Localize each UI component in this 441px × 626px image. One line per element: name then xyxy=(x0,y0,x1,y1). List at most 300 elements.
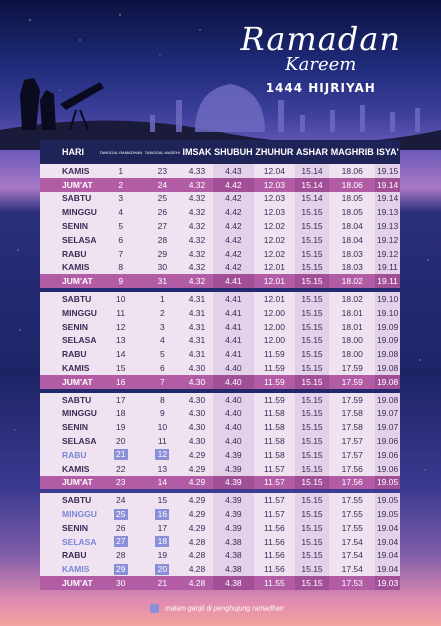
table-row xyxy=(40,507,400,521)
cell-r: 3 xyxy=(98,192,143,206)
cell-maghrib: 17.58 xyxy=(329,420,375,434)
cell-dzuhur: 11.58 xyxy=(254,407,295,421)
cell-imsak: 4.28 xyxy=(181,549,213,563)
cell-m: 27 xyxy=(143,219,181,233)
cell-dzuhur: 11.59 xyxy=(254,361,295,375)
cell-r: 22 xyxy=(98,462,143,476)
cell-r: 24 xyxy=(98,493,143,507)
cell-r: 14 xyxy=(98,347,143,361)
cell-imsak: 4.31 xyxy=(181,347,213,361)
cell-hari: JUM'AT xyxy=(40,476,98,490)
cell-ashar: 15.15 xyxy=(295,420,330,434)
table-row xyxy=(40,233,400,247)
cell-shubuh: 4.41 xyxy=(213,306,254,320)
cell-shubuh: 4.40 xyxy=(213,393,254,407)
cell-imsak: 4.32 xyxy=(181,233,213,247)
cell-hari: SELASA xyxy=(40,535,98,549)
table-row xyxy=(40,407,400,421)
cell-imsak: 4.30 xyxy=(181,434,213,448)
table-row xyxy=(40,320,400,334)
cell-shubuh: 4.39 xyxy=(213,476,254,490)
cell-hari: KAMIS xyxy=(40,361,98,375)
cell-r: 12 xyxy=(98,320,143,334)
cell-dzuhur: 12.04 xyxy=(254,164,295,178)
cell-shubuh: 4.40 xyxy=(213,361,254,375)
cell-imsak: 4.32 xyxy=(181,247,213,261)
cell-ashar: 15.15 xyxy=(295,247,330,261)
cell-r: 17 xyxy=(98,393,143,407)
cell-isya: 19.10 xyxy=(376,307,399,318)
cell-m: 8 xyxy=(143,393,181,407)
cell-ashar: 15.15 xyxy=(295,334,330,348)
table-row xyxy=(40,535,400,549)
cell-dzuhur: 12.02 xyxy=(254,233,295,247)
table-row xyxy=(40,493,400,507)
cell-shubuh: 4.40 xyxy=(213,375,254,389)
cell-dzuhur: 11.59 xyxy=(254,347,295,361)
cell-dzuhur: 12.01 xyxy=(254,274,295,288)
cell-hari: JUM'AT xyxy=(40,274,98,288)
cell-imsak: 4.31 xyxy=(181,334,213,348)
cell-dzuhur: 11.57 xyxy=(254,493,295,507)
cell-r: 15 xyxy=(98,361,143,375)
cell-hari: KAMIS xyxy=(40,562,98,576)
cell-ashar: 15.15 xyxy=(295,233,330,247)
table-row xyxy=(40,549,400,563)
cell-ashar: 15.15 xyxy=(295,261,330,275)
cell-dzuhur: 11.58 xyxy=(254,434,295,448)
cell-shubuh: 4.41 xyxy=(213,334,254,348)
cell-shubuh: 4.39 xyxy=(213,462,254,476)
cell-hari: SENIN xyxy=(40,521,98,535)
col-maghrib: MAGHRIB xyxy=(329,140,375,164)
cell-ashar: 15.14 xyxy=(295,178,330,192)
cell-imsak: 4.30 xyxy=(181,375,213,389)
cell-m xyxy=(143,507,181,521)
cell-isya: 19.10 xyxy=(376,294,399,305)
cell-hari: SABTU xyxy=(40,493,98,507)
cell-hari: SENIN xyxy=(40,420,98,434)
cell-m: 30 xyxy=(143,261,181,275)
legend xyxy=(150,604,284,613)
cell-isya: 19.09 xyxy=(376,335,399,346)
cell-hari: KAMIS xyxy=(40,164,98,178)
odd-night-marker: 16 xyxy=(155,509,169,520)
cell-maghrib: 17.59 xyxy=(329,375,375,389)
cell-r: 9 xyxy=(98,274,143,288)
cell-hari: SABTU xyxy=(40,393,98,407)
cell-m: 10 xyxy=(143,420,181,434)
cell-maghrib: 18.06 xyxy=(329,164,375,178)
cell-shubuh: 4.42 xyxy=(213,247,254,261)
cell-maghrib: 17.54 xyxy=(329,562,375,576)
cell-imsak: 4.30 xyxy=(181,393,213,407)
cell-m: 15 xyxy=(143,493,181,507)
cell-r: 28 xyxy=(98,549,143,563)
cell-maghrib: 17.57 xyxy=(329,448,375,462)
cell-shubuh: 4.38 xyxy=(213,576,254,590)
cell-isya: 19.05 xyxy=(376,509,399,520)
cell-isya: 19.12 xyxy=(376,234,399,245)
cell-dzuhur: 11.56 xyxy=(254,562,295,576)
cell-maghrib: 17.58 xyxy=(329,407,375,421)
cell-ashar: 15.15 xyxy=(295,219,330,233)
cell-isya: 19.04 xyxy=(376,536,399,547)
table-row xyxy=(40,292,400,306)
cell-hari: SELASA xyxy=(40,233,98,247)
cell-m: 23 xyxy=(143,164,181,178)
cell-shubuh: 4.39 xyxy=(213,448,254,462)
cell-m: 3 xyxy=(143,320,181,334)
cell-r: 7 xyxy=(98,247,143,261)
cell-m: 25 xyxy=(143,192,181,206)
cell-shubuh: 4.42 xyxy=(213,219,254,233)
cell-m: 21 xyxy=(143,576,181,590)
odd-night-marker: 29 xyxy=(114,564,128,575)
table-row xyxy=(40,562,400,576)
cell-isya: 19.11 xyxy=(375,274,400,288)
cell-isya: 19.06 xyxy=(376,436,399,447)
cell-r: 8 xyxy=(98,261,143,275)
cell-shubuh: 4.42 xyxy=(213,233,254,247)
col-tanggal-ramadhan: TANGGAL RAMADHAN xyxy=(98,140,143,164)
cell-r xyxy=(98,562,143,576)
cell-r: 2 xyxy=(98,178,143,192)
cell-shubuh: 4.40 xyxy=(213,407,254,421)
cell-m: 29 xyxy=(143,247,181,261)
cell-hari: SENIN xyxy=(40,219,98,233)
cell-hari: JUM'AT xyxy=(40,375,98,389)
cell-m: 7 xyxy=(143,375,181,389)
table-row xyxy=(40,420,400,434)
cell-maghrib: 17.55 xyxy=(329,521,375,535)
cell-maghrib: 17.53 xyxy=(329,576,375,590)
cell-imsak: 4.31 xyxy=(181,306,213,320)
col-imsak: IMSAK xyxy=(181,140,213,164)
cell-maghrib: 17.59 xyxy=(329,361,375,375)
cell-ashar: 15.15 xyxy=(295,462,330,476)
cell-r: 19 xyxy=(98,420,143,434)
cell-r: 23 xyxy=(98,476,143,490)
cell-ashar: 15.15 xyxy=(295,562,330,576)
odd-night-marker: 21 xyxy=(114,449,128,460)
cell-ashar: 15.14 xyxy=(295,164,330,178)
cell-maghrib: 17.57 xyxy=(329,434,375,448)
cell-isya: 19.08 xyxy=(376,349,399,360)
cell-dzuhur: 12.00 xyxy=(254,320,295,334)
cell-imsak: 4.33 xyxy=(181,164,213,178)
cell-m: 4 xyxy=(143,334,181,348)
table-row xyxy=(40,219,400,233)
odd-night-marker: 12 xyxy=(155,449,169,460)
cell-isya: 19.06 xyxy=(376,449,399,460)
cell-r xyxy=(98,448,143,462)
cell-m: 1 xyxy=(143,292,181,306)
cell-shubuh: 4.42 xyxy=(213,205,254,219)
cell-maghrib: 18.01 xyxy=(329,320,375,334)
cell-ashar: 15.15 xyxy=(295,347,330,361)
cell-isya: 19.11 xyxy=(375,261,400,275)
cell-isya: 19.13 xyxy=(376,207,399,218)
cell-dzuhur: 11.55 xyxy=(254,576,295,590)
cell-m: 6 xyxy=(143,361,181,375)
cell-m: 17 xyxy=(143,521,181,535)
cell-imsak: 4.31 xyxy=(181,292,213,306)
cell-imsak: 4.30 xyxy=(181,361,213,375)
cell-imsak: 4.32 xyxy=(181,178,213,192)
cell-maghrib: 17.56 xyxy=(329,476,375,490)
cell-dzuhur: 11.58 xyxy=(254,448,295,462)
cell-isya: 19.14 xyxy=(376,179,399,190)
cell-m xyxy=(143,562,181,576)
cell-maghrib: 18.05 xyxy=(329,205,375,219)
cell-maghrib: 18.02 xyxy=(329,274,375,288)
cell-shubuh: 4.43 xyxy=(213,164,254,178)
cell-imsak: 4.29 xyxy=(181,521,213,535)
cell-isya: 19.06 xyxy=(376,463,399,474)
cell-r: 4 xyxy=(98,205,143,219)
cell-maghrib: 17.59 xyxy=(329,393,375,407)
cell-shubuh: 4.42 xyxy=(213,178,254,192)
cell-hari: JUM'AT xyxy=(40,576,98,590)
cell-r xyxy=(98,535,143,549)
table-row xyxy=(40,164,400,178)
cell-imsak: 4.29 xyxy=(181,493,213,507)
cell-dzuhur: 12.00 xyxy=(254,306,295,320)
cell-isya: 19.03 xyxy=(376,578,399,588)
cell-shubuh: 4.39 xyxy=(213,493,254,507)
cell-dzuhur: 11.58 xyxy=(254,420,295,434)
cell-shubuh: 4.40 xyxy=(213,434,254,448)
cell-r: 30 xyxy=(98,576,143,590)
cell-dzuhur: 11.57 xyxy=(254,507,295,521)
cell-imsak: 4.28 xyxy=(181,535,213,549)
cell-hari: RABU xyxy=(40,247,98,261)
col-shubuh: SHUBUH xyxy=(213,140,254,164)
cell-r: 18 xyxy=(98,407,143,421)
cell-r: 10 xyxy=(98,292,143,306)
cell-hari: SABTU xyxy=(40,192,98,206)
cell-isya: 19.08 xyxy=(376,376,399,387)
cell-shubuh: 4.40 xyxy=(213,420,254,434)
cell-shubuh: 4.38 xyxy=(213,562,254,576)
cell-r xyxy=(98,507,143,521)
mosque-skyline-illustration xyxy=(0,60,441,150)
cell-dzuhur: 12.03 xyxy=(254,205,295,219)
title-kareem: Kareem xyxy=(285,54,357,75)
cell-ashar: 15.15 xyxy=(295,521,330,535)
cell-isya: 19.14 xyxy=(376,193,399,204)
cell-hari: MINGGU xyxy=(40,205,98,219)
cell-ashar: 15.14 xyxy=(295,192,330,206)
cell-hari: SELASA xyxy=(40,334,98,348)
col-ashar: ASHAR xyxy=(295,140,330,164)
cell-isya: 19.05 xyxy=(376,495,399,506)
cell-dzuhur: 12.01 xyxy=(254,292,295,306)
cell-m: 2 xyxy=(143,306,181,320)
cell-maghrib: 18.02 xyxy=(329,292,375,306)
table-row xyxy=(40,393,400,407)
cell-m: 9 xyxy=(143,407,181,421)
cell-m: 26 xyxy=(143,205,181,219)
table-row xyxy=(40,361,400,375)
hijri-year: 1444 HIJRIYAH xyxy=(265,81,376,95)
cell-hari: SENIN xyxy=(40,320,98,334)
cell-isya: 19.09 xyxy=(376,321,399,332)
col-hari: HARI xyxy=(40,140,98,164)
cell-r: 1 xyxy=(98,164,143,178)
cell-r: 13 xyxy=(98,334,143,348)
cell-dzuhur: 11.59 xyxy=(254,393,295,407)
cell-shubuh: 4.41 xyxy=(213,274,254,288)
cell-m xyxy=(143,535,181,549)
table-row xyxy=(40,375,400,389)
table-row xyxy=(40,434,400,448)
table-row xyxy=(40,261,400,275)
cell-imsak: 4.29 xyxy=(181,476,213,490)
col-dzuhur: ZHUHUR xyxy=(254,140,295,164)
table-row xyxy=(40,334,400,348)
cell-shubuh: 4.41 xyxy=(213,347,254,361)
cell-hari: MINGGU xyxy=(40,407,98,421)
legend-swatch xyxy=(150,604,159,613)
cell-shubuh: 4.38 xyxy=(213,535,254,549)
table-row xyxy=(40,476,400,490)
cell-maghrib: 18.04 xyxy=(329,233,375,247)
cell-shubuh: 4.38 xyxy=(213,549,254,563)
table-row xyxy=(40,274,400,288)
cell-r: 5 xyxy=(98,219,143,233)
cell-isya: 19.12 xyxy=(376,248,399,259)
table-row xyxy=(40,521,400,535)
table-row xyxy=(40,448,400,462)
cell-maghrib: 17.55 xyxy=(329,493,375,507)
table-row xyxy=(40,247,400,261)
cell-shubuh: 4.41 xyxy=(213,320,254,334)
cell-imsak: 4.30 xyxy=(181,420,213,434)
table-row xyxy=(40,576,400,590)
cell-r: 16 xyxy=(98,375,143,389)
table-row xyxy=(40,306,400,320)
cell-maghrib: 18.06 xyxy=(329,178,375,192)
cell-hari: SELASA xyxy=(40,434,98,448)
cell-maghrib: 18.00 xyxy=(329,334,375,348)
cell-m: 11 xyxy=(143,434,181,448)
cell-shubuh: 4.41 xyxy=(213,292,254,306)
cell-dzuhur: 12.03 xyxy=(254,192,295,206)
cell-maghrib: 17.55 xyxy=(329,507,375,521)
cell-isya: 19.08 xyxy=(376,363,399,374)
cell-imsak: 4.28 xyxy=(181,576,213,590)
cell-m: 31 xyxy=(143,274,181,288)
cell-dzuhur: 11.59 xyxy=(254,375,295,389)
table-row xyxy=(40,347,400,361)
table-row xyxy=(40,192,400,206)
cell-ashar: 15.15 xyxy=(295,476,330,490)
cell-hari: RABU xyxy=(40,448,98,462)
cell-r: 11 xyxy=(98,306,143,320)
cell-imsak: 4.32 xyxy=(181,274,213,288)
cell-maghrib: 18.04 xyxy=(329,219,375,233)
title-ramadan: Ramadan xyxy=(240,20,401,58)
cell-m: 24 xyxy=(143,178,181,192)
cell-dzuhur: 11.57 xyxy=(254,462,295,476)
cell-imsak: 4.29 xyxy=(181,462,213,476)
cell-imsak: 4.32 xyxy=(181,261,213,275)
schedule-body xyxy=(40,164,400,590)
cell-ashar: 15.15 xyxy=(295,407,330,421)
cell-ashar: 15.15 xyxy=(295,493,330,507)
table-row xyxy=(40,178,400,192)
cell-ashar: 15.15 xyxy=(295,292,330,306)
cell-hari: KAMIS xyxy=(40,261,98,275)
cell-imsak: 4.28 xyxy=(181,562,213,576)
cell-ashar: 15.15 xyxy=(295,375,330,389)
cell-maghrib: 18.05 xyxy=(329,192,375,206)
cell-isya: 19.05 xyxy=(376,477,399,488)
table-row xyxy=(40,462,400,476)
cell-ashar: 15.15 xyxy=(295,434,330,448)
cell-dzuhur: 12.03 xyxy=(254,178,295,192)
cell-ashar: 15.15 xyxy=(295,274,330,288)
cell-r: 20 xyxy=(98,434,143,448)
cell-dzuhur: 11.56 xyxy=(254,549,295,563)
cell-maghrib: 18.03 xyxy=(329,247,375,261)
cell-dzuhur: 12.01 xyxy=(254,261,295,275)
cell-dzuhur: 12.00 xyxy=(254,334,295,348)
cell-ashar: 15.15 xyxy=(295,549,330,563)
cell-ashar: 15.15 xyxy=(295,448,330,462)
cell-hari: MINGGU xyxy=(40,507,98,521)
cell-maghrib: 18.00 xyxy=(329,347,375,361)
cell-imsak: 4.30 xyxy=(181,407,213,421)
cell-dzuhur: 11.56 xyxy=(254,535,295,549)
cell-maghrib: 17.56 xyxy=(329,462,375,476)
odd-night-marker: 27 xyxy=(114,536,128,547)
cell-shubuh: 4.42 xyxy=(213,261,254,275)
odd-night-marker: 20 xyxy=(155,564,169,575)
schedule-table xyxy=(40,140,400,590)
cell-hari: KAMIS xyxy=(40,462,98,476)
cell-isya: 19.13 xyxy=(376,221,399,232)
col-tanggal-masehi: TANGGAL MASEHI xyxy=(143,140,181,164)
cell-imsak: 4.32 xyxy=(181,219,213,233)
cell-hari: JUM'AT xyxy=(40,178,98,192)
cell-r: 26 xyxy=(98,521,143,535)
cell-ashar: 15.15 xyxy=(295,393,330,407)
cell-m: 19 xyxy=(143,549,181,563)
cell-dzuhur: 12.02 xyxy=(254,247,295,261)
cell-dzuhur: 11.56 xyxy=(254,521,295,535)
cell-ashar: 15.15 xyxy=(295,361,330,375)
odd-night-marker: 25 xyxy=(114,509,128,520)
cell-dzuhur: 12.02 xyxy=(254,219,295,233)
cell-shubuh: 4.39 xyxy=(213,521,254,535)
cell-ashar: 15.15 xyxy=(295,320,330,334)
legend-text: malam ganjil di penghujung ramadhan xyxy=(164,605,284,613)
cell-maghrib: 18.01 xyxy=(329,306,375,320)
cell-hari: RABU xyxy=(40,347,98,361)
cell-imsak: 4.31 xyxy=(181,320,213,334)
table-row xyxy=(40,205,400,219)
cell-hari: MINGGU xyxy=(40,306,98,320)
cell-maghrib: 17.54 xyxy=(329,549,375,563)
cell-ashar: 15.15 xyxy=(295,535,330,549)
cell-isya: 19.04 xyxy=(376,550,399,561)
cell-m: 14 xyxy=(143,476,181,490)
cell-ashar: 15.15 xyxy=(295,576,330,590)
odd-night-marker: 18 xyxy=(155,536,169,547)
